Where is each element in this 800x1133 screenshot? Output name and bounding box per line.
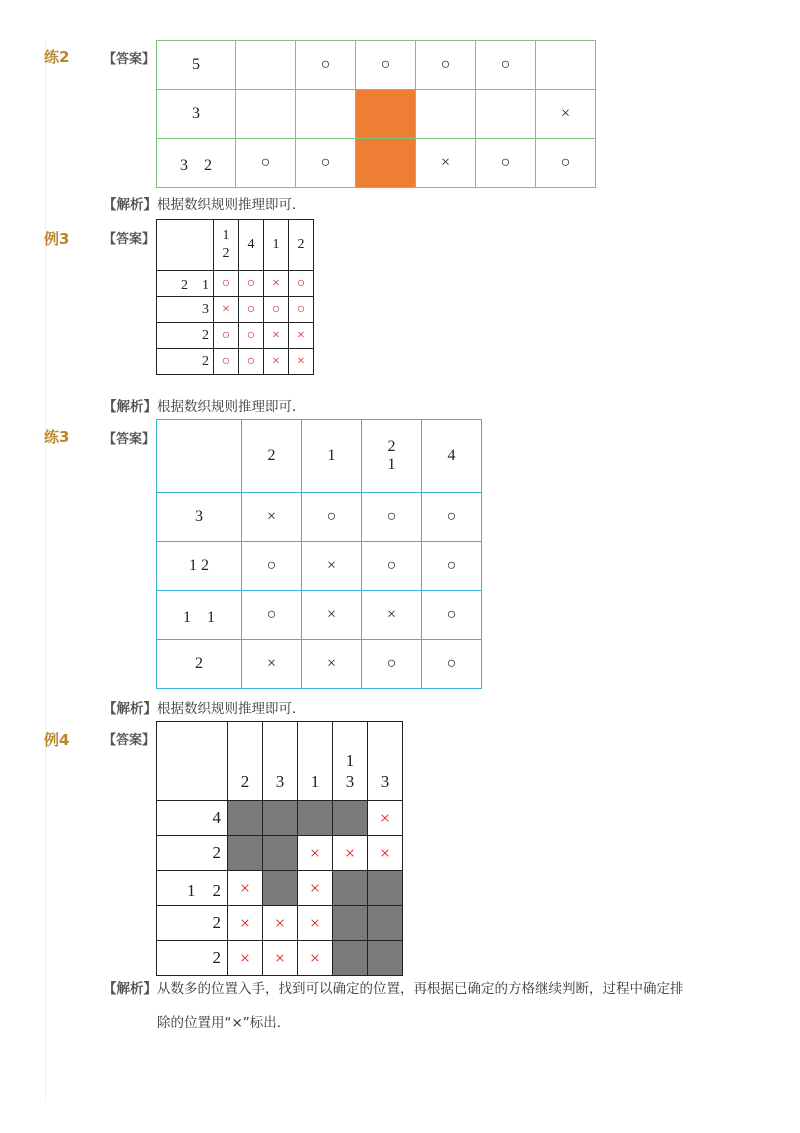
row-clue: 2 [157, 941, 228, 976]
cross-mark-cell: × [302, 542, 362, 591]
empty-cell [296, 90, 356, 139]
cross-mark-cell: × [263, 941, 298, 976]
empty-cell [416, 90, 476, 139]
empty-cell [476, 90, 536, 139]
puzzle-grid-lian3 [156, 419, 482, 689]
filled-cell [368, 871, 403, 906]
circle-mark-cell: ○ [302, 493, 362, 542]
filled-cell [333, 906, 368, 941]
row-clue: 2 [157, 323, 214, 349]
clue-number: 2 [240, 771, 250, 791]
row-clue: 1 1 [157, 591, 242, 640]
note-tag-li4: 【解析】 [103, 981, 157, 997]
column-clue [368, 722, 403, 801]
clue-number: 2 [387, 438, 396, 456]
clue-number: 1 [310, 771, 320, 791]
circle-mark-cell: ○ [422, 591, 482, 640]
puzzle-grid-li3 [156, 219, 314, 375]
filled-cell [263, 871, 298, 906]
clue-number: 1 [327, 447, 336, 465]
circle-mark-cell: ○ [536, 139, 596, 188]
note-text-lian2: 根据数织规则推理即可． [157, 197, 306, 213]
circle-mark-cell: ○ [239, 349, 264, 375]
filled-cell [298, 801, 333, 836]
empty-cell [236, 90, 296, 139]
circle-mark-cell: ○ [236, 139, 296, 188]
column-clue [263, 722, 298, 801]
circle-mark-cell: ○ [476, 139, 536, 188]
row-clue: 1 2 [157, 871, 228, 906]
section-label-li4: 例4 [44, 731, 70, 749]
column-clue [289, 220, 314, 271]
column-clue [214, 220, 239, 271]
grid-row [157, 542, 482, 591]
circle-mark-cell: ○ [242, 542, 302, 591]
clue-number: 3 [345, 771, 355, 791]
section-label-lian3: 练3 [44, 428, 70, 446]
clue-number: 2 [267, 447, 276, 465]
circle-mark-cell: ○ [416, 41, 476, 90]
grid-row [157, 271, 314, 297]
note-lian2 [103, 193, 306, 213]
row-clue: 3 [157, 297, 214, 323]
circle-mark-cell: ○ [239, 323, 264, 349]
circle-mark-cell: ○ [422, 542, 482, 591]
cross-mark-cell: × [228, 871, 263, 906]
filled-cell [263, 801, 298, 836]
filled-cell [228, 836, 263, 871]
filled-cell [263, 836, 298, 871]
row-clue: 2 [157, 836, 228, 871]
column-clue [362, 420, 422, 493]
column-clue [242, 420, 302, 493]
grid-row [157, 906, 403, 941]
circle-mark-cell: ○ [214, 323, 239, 349]
circle-mark-cell: ○ [296, 139, 356, 188]
note-li3 [103, 395, 306, 415]
clue-number: 4 [247, 236, 255, 252]
puzzle-grid-lian2 [156, 40, 596, 188]
cross-mark-cell: × [368, 801, 403, 836]
answer-tag-lian2: 【答案】 [103, 52, 156, 67]
row-clue: 2 [157, 640, 242, 689]
note-tag-lian2: 【解析】 [103, 197, 157, 213]
column-clue-row [157, 722, 403, 801]
row-clue: 1 2 [157, 542, 242, 591]
circle-mark-cell: ○ [362, 640, 422, 689]
column-clue-row [157, 220, 314, 271]
note-text-lian3: 根据数织规则推理即可． [157, 701, 306, 717]
column-clue [239, 220, 264, 271]
cross-mark-cell: × [416, 139, 476, 188]
clue-number: 2 [222, 246, 230, 261]
grid-row [157, 640, 482, 689]
cross-mark-cell: × [242, 493, 302, 542]
clue-number: 1 [222, 227, 230, 243]
grid-row [157, 871, 403, 906]
cross-mark-cell: × [298, 906, 333, 941]
column-clue [264, 220, 289, 271]
row-clue: 3 [157, 493, 242, 542]
clue-number: 1 [387, 456, 396, 473]
grid-row [157, 139, 596, 188]
cross-mark-cell: × [289, 349, 314, 375]
grid-row [157, 297, 314, 323]
grid-row [157, 801, 403, 836]
circle-mark-cell: ○ [476, 41, 536, 90]
clue-number: 3 [380, 771, 390, 791]
cross-mark-cell: × [302, 591, 362, 640]
circle-mark-cell: ○ [242, 591, 302, 640]
grid-corner [157, 722, 228, 801]
filled-cell [333, 801, 368, 836]
circle-mark-cell: ○ [214, 349, 239, 375]
cross-mark-cell: × [368, 836, 403, 871]
cross-mark-cell: × [228, 906, 263, 941]
filled-cell [333, 871, 368, 906]
page-margin-line [45, 40, 46, 1100]
cross-mark-cell: × [536, 90, 596, 139]
grid-row [157, 90, 596, 139]
grid-corner [157, 420, 242, 493]
column-clue [228, 722, 263, 801]
cross-mark-cell: × [264, 271, 289, 297]
circle-mark-cell: ○ [289, 297, 314, 323]
grid-row [157, 836, 403, 871]
column-clue [302, 420, 362, 493]
grid-row [157, 941, 403, 976]
cross-mark-cell: × [214, 297, 239, 323]
circle-mark-cell: ○ [289, 271, 314, 297]
circle-mark-cell: ○ [356, 41, 416, 90]
clue-number: 4 [447, 447, 456, 465]
row-clue: 2 [157, 349, 214, 375]
section-label-lian2: 练2 [44, 48, 70, 66]
grid-row [157, 591, 482, 640]
answer-tag-li3: 【答案】 [103, 232, 156, 247]
circle-mark-cell: ○ [422, 640, 482, 689]
filled-cell [356, 90, 416, 139]
circle-mark-cell: ○ [362, 493, 422, 542]
grid-corner [157, 220, 214, 271]
cross-mark-cell: × [228, 941, 263, 976]
circle-mark-cell: ○ [296, 41, 356, 90]
answer-tag-lian3: 【答案】 [103, 432, 156, 447]
cross-mark-cell: × [298, 836, 333, 871]
filled-cell [333, 941, 368, 976]
cross-mark-cell: × [302, 640, 362, 689]
cross-mark-cell: × [298, 941, 333, 976]
note-tag-lian3: 【解析】 [103, 701, 157, 717]
clue-number: 1 [345, 750, 355, 770]
filled-cell [356, 139, 416, 188]
row-clue: 4 [157, 801, 228, 836]
note-tag-li3: 【解析】 [103, 399, 157, 415]
filled-cell [368, 941, 403, 976]
grid-row [157, 493, 482, 542]
circle-mark-cell: ○ [264, 297, 289, 323]
cross-mark-cell: × [263, 906, 298, 941]
circle-mark-cell: ○ [362, 542, 422, 591]
cross-mark-cell: × [264, 323, 289, 349]
note-lian3 [103, 697, 306, 717]
row-clue: 5 [157, 41, 236, 90]
empty-cell [236, 41, 296, 90]
clue-number: 3 [275, 771, 285, 791]
clue-number: 1 [272, 236, 280, 252]
cross-mark-cell: × [298, 871, 333, 906]
section-label-li3: 例3 [44, 230, 70, 248]
grid-row [157, 349, 314, 375]
cross-mark-cell: × [362, 591, 422, 640]
note-text-li3: 根据数织规则推理即可． [157, 399, 306, 415]
cross-mark-cell: × [242, 640, 302, 689]
grid-row [157, 323, 314, 349]
cross-mark-cell: × [289, 323, 314, 349]
circle-mark-cell: ○ [214, 271, 239, 297]
column-clue [298, 722, 333, 801]
row-clue: 3 [157, 90, 236, 139]
puzzle-grid-li4 [156, 721, 403, 976]
row-clue: 2 1 [157, 271, 214, 297]
circle-mark-cell: ○ [422, 493, 482, 542]
filled-cell [228, 801, 263, 836]
note-li4 [103, 977, 753, 1031]
row-clue: 2 [157, 906, 228, 941]
grid-row [157, 41, 596, 90]
filled-cell [368, 906, 403, 941]
empty-cell [536, 41, 596, 90]
circle-mark-cell: ○ [239, 297, 264, 323]
cross-mark-cell: × [333, 836, 368, 871]
circle-mark-cell: ○ [239, 271, 264, 297]
row-clue: 3 2 [157, 139, 236, 188]
cross-mark-cell: × [264, 349, 289, 375]
note-text-li4-line1: 从数多的位置入手，找到可以确定的位置，再根据已确定的方格继续判断，过程中确定排 [157, 981, 684, 997]
note-text-li4-line2: 除的位置用“×”标出． [157, 1015, 291, 1031]
column-clue [422, 420, 482, 493]
column-clue-row [157, 420, 482, 493]
column-clue [333, 722, 368, 801]
clue-number: 2 [297, 236, 305, 252]
answer-tag-li4: 【答案】 [103, 733, 156, 748]
